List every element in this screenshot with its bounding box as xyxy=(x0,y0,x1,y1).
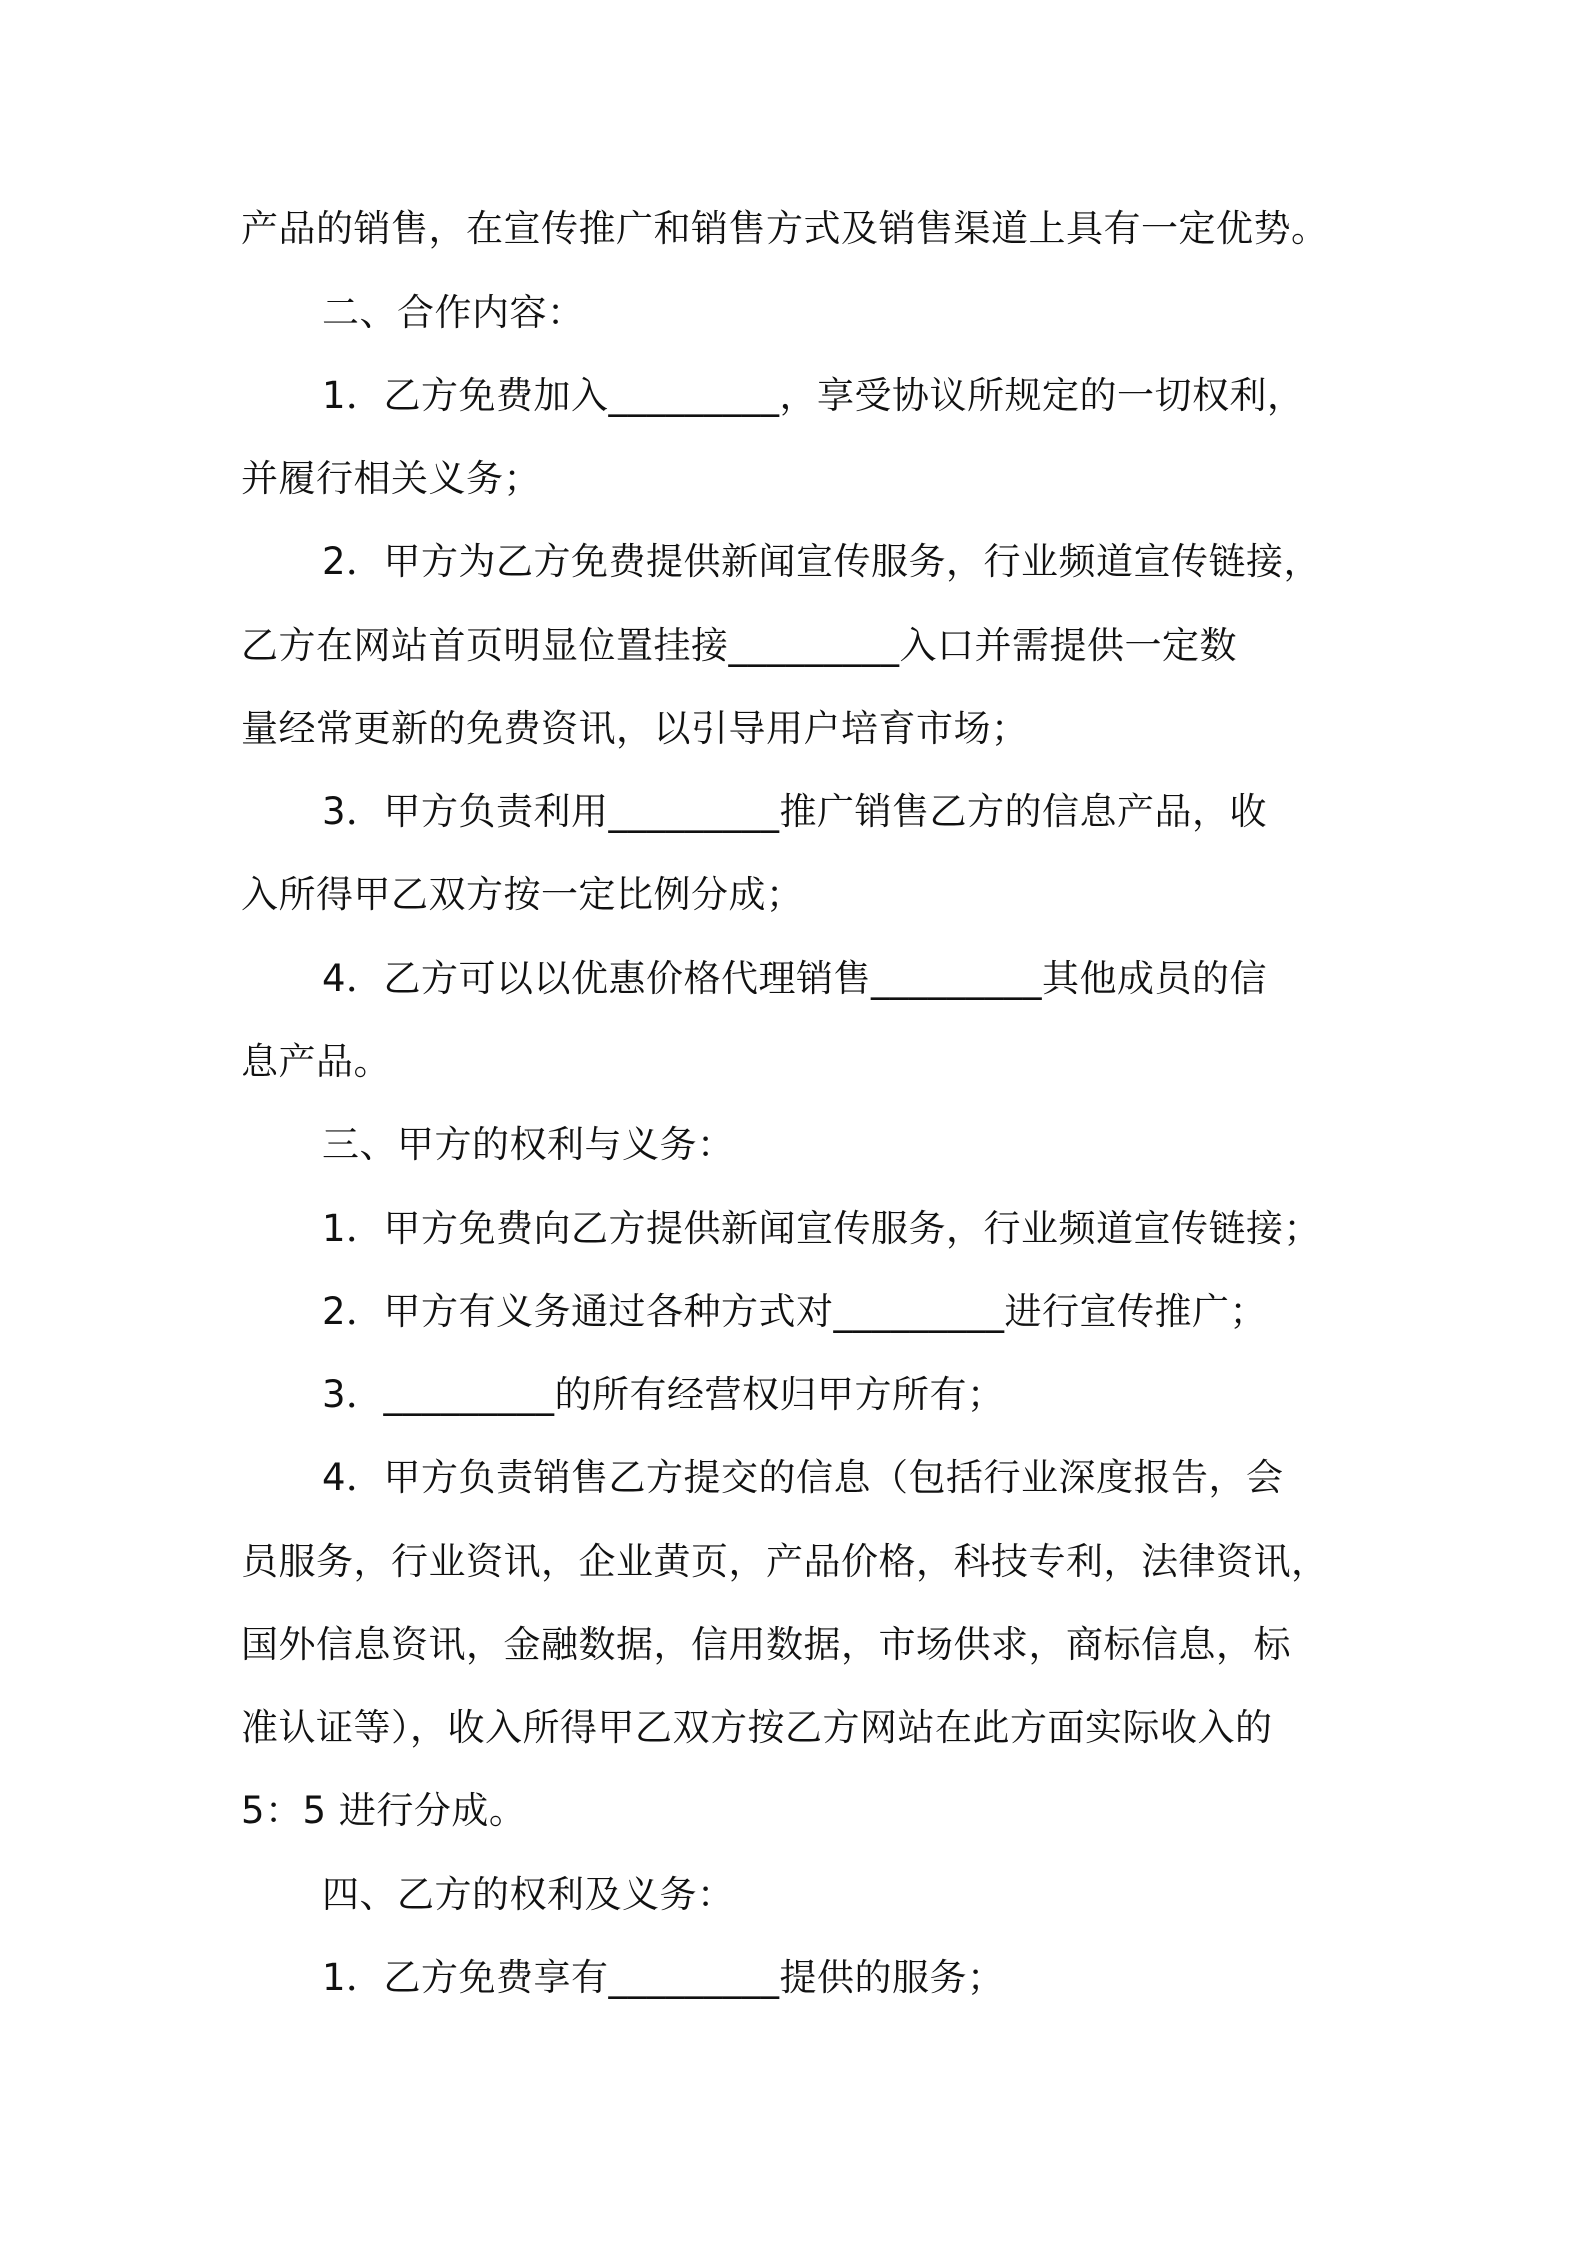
paragraph-line: 乙方在网站首页明显位置挂接_________入口并需提供一定数 xyxy=(241,624,1237,667)
paragraph-line: 2．甲方为乙方免费提供新闻宣传服务，行业频道宣传链接， xyxy=(322,540,1322,583)
section-heading: 三、甲方的权利与义务： xyxy=(322,1123,735,1166)
paragraph-line: 量经常更新的免费资讯，以引导用户培育市场； xyxy=(241,707,1029,750)
paragraph-line: 1．乙方免费加入_________，享受协议所规定的一切权利， xyxy=(322,374,1305,417)
paragraph-line: 4．甲方负责销售乙方提交的信息（包括行业深度报告，会 xyxy=(322,1456,1284,1499)
paragraph-line: 4．乙方可以以优惠价格代理销售_________其他成员的信 xyxy=(322,957,1268,1000)
paragraph-line: 并履行相关义务； xyxy=(241,457,541,500)
section-heading: 二、合作内容： xyxy=(322,291,585,334)
paragraph-line: 1．乙方免费享有_________提供的服务； xyxy=(322,1956,1005,1999)
paragraph-line: 5：5 进行分成。 xyxy=(241,1789,527,1832)
paragraph-line: 2．甲方有义务通过各种方式对_________进行宣传推广； xyxy=(322,1290,1268,1333)
section-heading: 四、乙方的权利及义务： xyxy=(322,1873,735,1916)
paragraph-line: 3．甲方负责利用_________推广销售乙方的信息产品，收 xyxy=(322,790,1268,833)
paragraph-line: 准认证等），收入所得甲乙双方按乙方网站在此方面实际收入的 xyxy=(241,1706,1273,1749)
paragraph-line: 产品的销售，在宣传推广和销售方式及销售渠道上具有一定优势。 xyxy=(241,207,1329,250)
paragraph-line: 员服务，行业资讯，企业黄页，产品价格，科技专利，法律资讯， xyxy=(241,1540,1329,1583)
paragraph-line: 入所得甲乙双方按一定比例分成； xyxy=(241,873,804,916)
paragraph-line: 息产品。 xyxy=(241,1040,391,1083)
paragraph-line: 1．甲方免费向乙方提供新闻宣传服务，行业频道宣传链接； xyxy=(322,1207,1322,1250)
paragraph-line: 国外信息资讯，金融数据，信用数据，市场供求，商标信息，标 xyxy=(241,1623,1291,1666)
paragraph-line: 3．_________的所有经营权归甲方所有； xyxy=(322,1373,1005,1416)
